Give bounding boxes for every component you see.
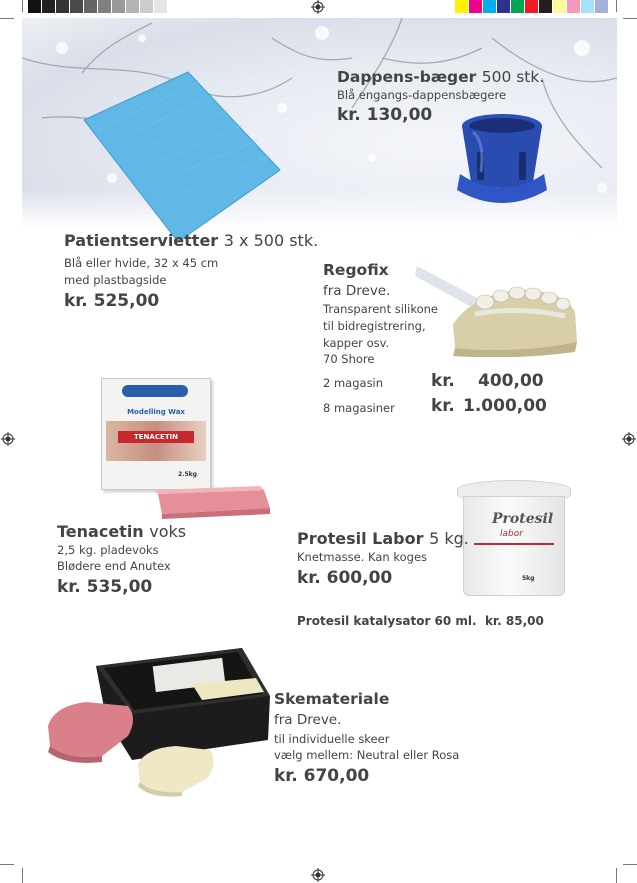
regofix-maker: fra Dreve. — [323, 283, 391, 299]
protesil-name: Protesil Labor — [297, 529, 424, 548]
registration-mark-icon — [622, 432, 636, 446]
color-swatch — [56, 0, 70, 13]
registration-mark-icon — [311, 868, 325, 882]
dappens-name: Dappens-bæger — [337, 68, 477, 86]
protesil-qty: 5 kg. — [429, 529, 469, 548]
color-swatch — [168, 0, 182, 13]
dappens-cup-image — [455, 112, 550, 207]
crop-mark — [623, 18, 637, 19]
tenacetin-title — [57, 522, 186, 541]
color-swatch — [581, 0, 595, 13]
regofix-desc-2: til bidregistrering, — [323, 319, 426, 333]
color-swatch — [98, 0, 112, 13]
skematerial-desc-2: vælg mellem: Neutral eller Rosa — [274, 748, 460, 762]
wax-plates-image — [150, 486, 275, 520]
skematerial-image — [42, 644, 274, 799]
tenacetin-qty: voks — [149, 522, 187, 541]
color-swatch — [112, 0, 126, 13]
crop-mark — [616, 0, 617, 12]
bucket-weight: 5kg — [522, 575, 535, 582]
crop-mark — [616, 868, 617, 883]
regofix-option-label: 8 magasiner — [323, 401, 395, 415]
crop-mark — [0, 864, 14, 865]
regofix-model-image — [415, 262, 585, 357]
registration-mark-icon — [1, 432, 15, 446]
patient-price: kr. 525,00 — [64, 291, 160, 311]
color-swatch — [525, 0, 539, 13]
color-swatch — [28, 0, 42, 13]
color-swatch — [154, 0, 168, 13]
regofix-option-currency: kr. — [431, 396, 455, 416]
tenacetin-desc-2: Blødere end Anutex — [57, 559, 171, 573]
color-swatch — [567, 0, 581, 13]
crop-mark — [22, 868, 23, 883]
wax-box-label: TENACETIN — [118, 431, 194, 443]
grayscale-color-bar — [28, 0, 182, 13]
patient-title — [64, 231, 318, 250]
bucket-sub: labor — [500, 529, 523, 539]
patient-desc-2: med plastbagside — [64, 273, 167, 287]
wax-box-weight: 2.5kg — [178, 471, 197, 478]
crop-mark — [0, 18, 14, 19]
cmyk-color-bar — [455, 0, 609, 13]
skematerial-desc-1: til individuelle skeer — [274, 732, 390, 746]
regofix-option-currency: kr. — [431, 371, 455, 391]
regofix-option-amount: 1.000,00 — [463, 396, 547, 416]
color-swatch — [595, 0, 609, 13]
protesil-price: kr. 600,00 — [297, 568, 393, 588]
tenacetin-name: Tenacetin — [57, 522, 144, 541]
protesil-bucket-image — [453, 478, 573, 598]
patient-qty: 3 x 500 stk. — [223, 231, 319, 250]
color-swatch — [497, 0, 511, 13]
color-swatch — [469, 0, 483, 13]
crop-mark — [623, 864, 637, 865]
wax-box-brand: Modelling Wax — [127, 408, 185, 416]
bucket-body — [463, 496, 565, 596]
registration-mark-icon — [311, 0, 325, 14]
skematerial-title: Skemateriale — [274, 690, 390, 708]
regofix-option-amount: 400,00 — [478, 371, 544, 391]
patient-napkin-image — [78, 70, 283, 245]
patient-desc-1: Blå eller hvide, 32 x 45 cm — [64, 256, 219, 270]
color-swatch — [140, 0, 154, 13]
dappens-title — [337, 68, 544, 86]
color-swatch — [70, 0, 84, 13]
tenacetin-price: kr. 535,00 — [57, 577, 153, 597]
bucket-brand: Protesil — [492, 511, 554, 527]
regofix-title: Regofix — [323, 261, 389, 279]
color-swatch — [455, 0, 469, 13]
dappens-qty: 500 stk. — [481, 68, 545, 86]
skematerial-price: kr. 670,00 — [274, 766, 370, 786]
patient-name: Patientservietter — [64, 231, 219, 250]
tenacetin-desc-1: 2,5 kg. pladevoks — [57, 543, 159, 557]
dappens-desc: Blå engangs-dappensbægere — [337, 88, 507, 102]
skematerial-maker: fra Dreve. — [274, 712, 342, 728]
regofix-desc-3: kapper osv. — [323, 336, 390, 350]
protesil-title — [297, 529, 469, 548]
protesil-catalyst: Protesil katalysator 60 ml. kr. 85,00 — [297, 614, 544, 628]
regofix-desc-4: 70 Shore — [323, 352, 375, 366]
dappens-price: kr. 130,00 — [337, 105, 433, 125]
wax-box-image — [101, 378, 211, 490]
regofix-option-label: 2 magasin — [323, 376, 384, 390]
protesil-desc: Knetmasse. Kan koges — [297, 550, 428, 564]
crop-mark — [22, 0, 23, 12]
regofix-desc-1: Transparent silikone — [323, 302, 438, 316]
color-swatch — [511, 0, 525, 13]
color-swatch — [483, 0, 497, 13]
wax-box-logo — [122, 385, 188, 397]
color-swatch — [126, 0, 140, 13]
color-swatch — [42, 0, 56, 13]
color-swatch — [84, 0, 98, 13]
bucket-stripe — [474, 543, 554, 545]
color-swatch — [539, 0, 553, 13]
color-swatch — [553, 0, 567, 13]
